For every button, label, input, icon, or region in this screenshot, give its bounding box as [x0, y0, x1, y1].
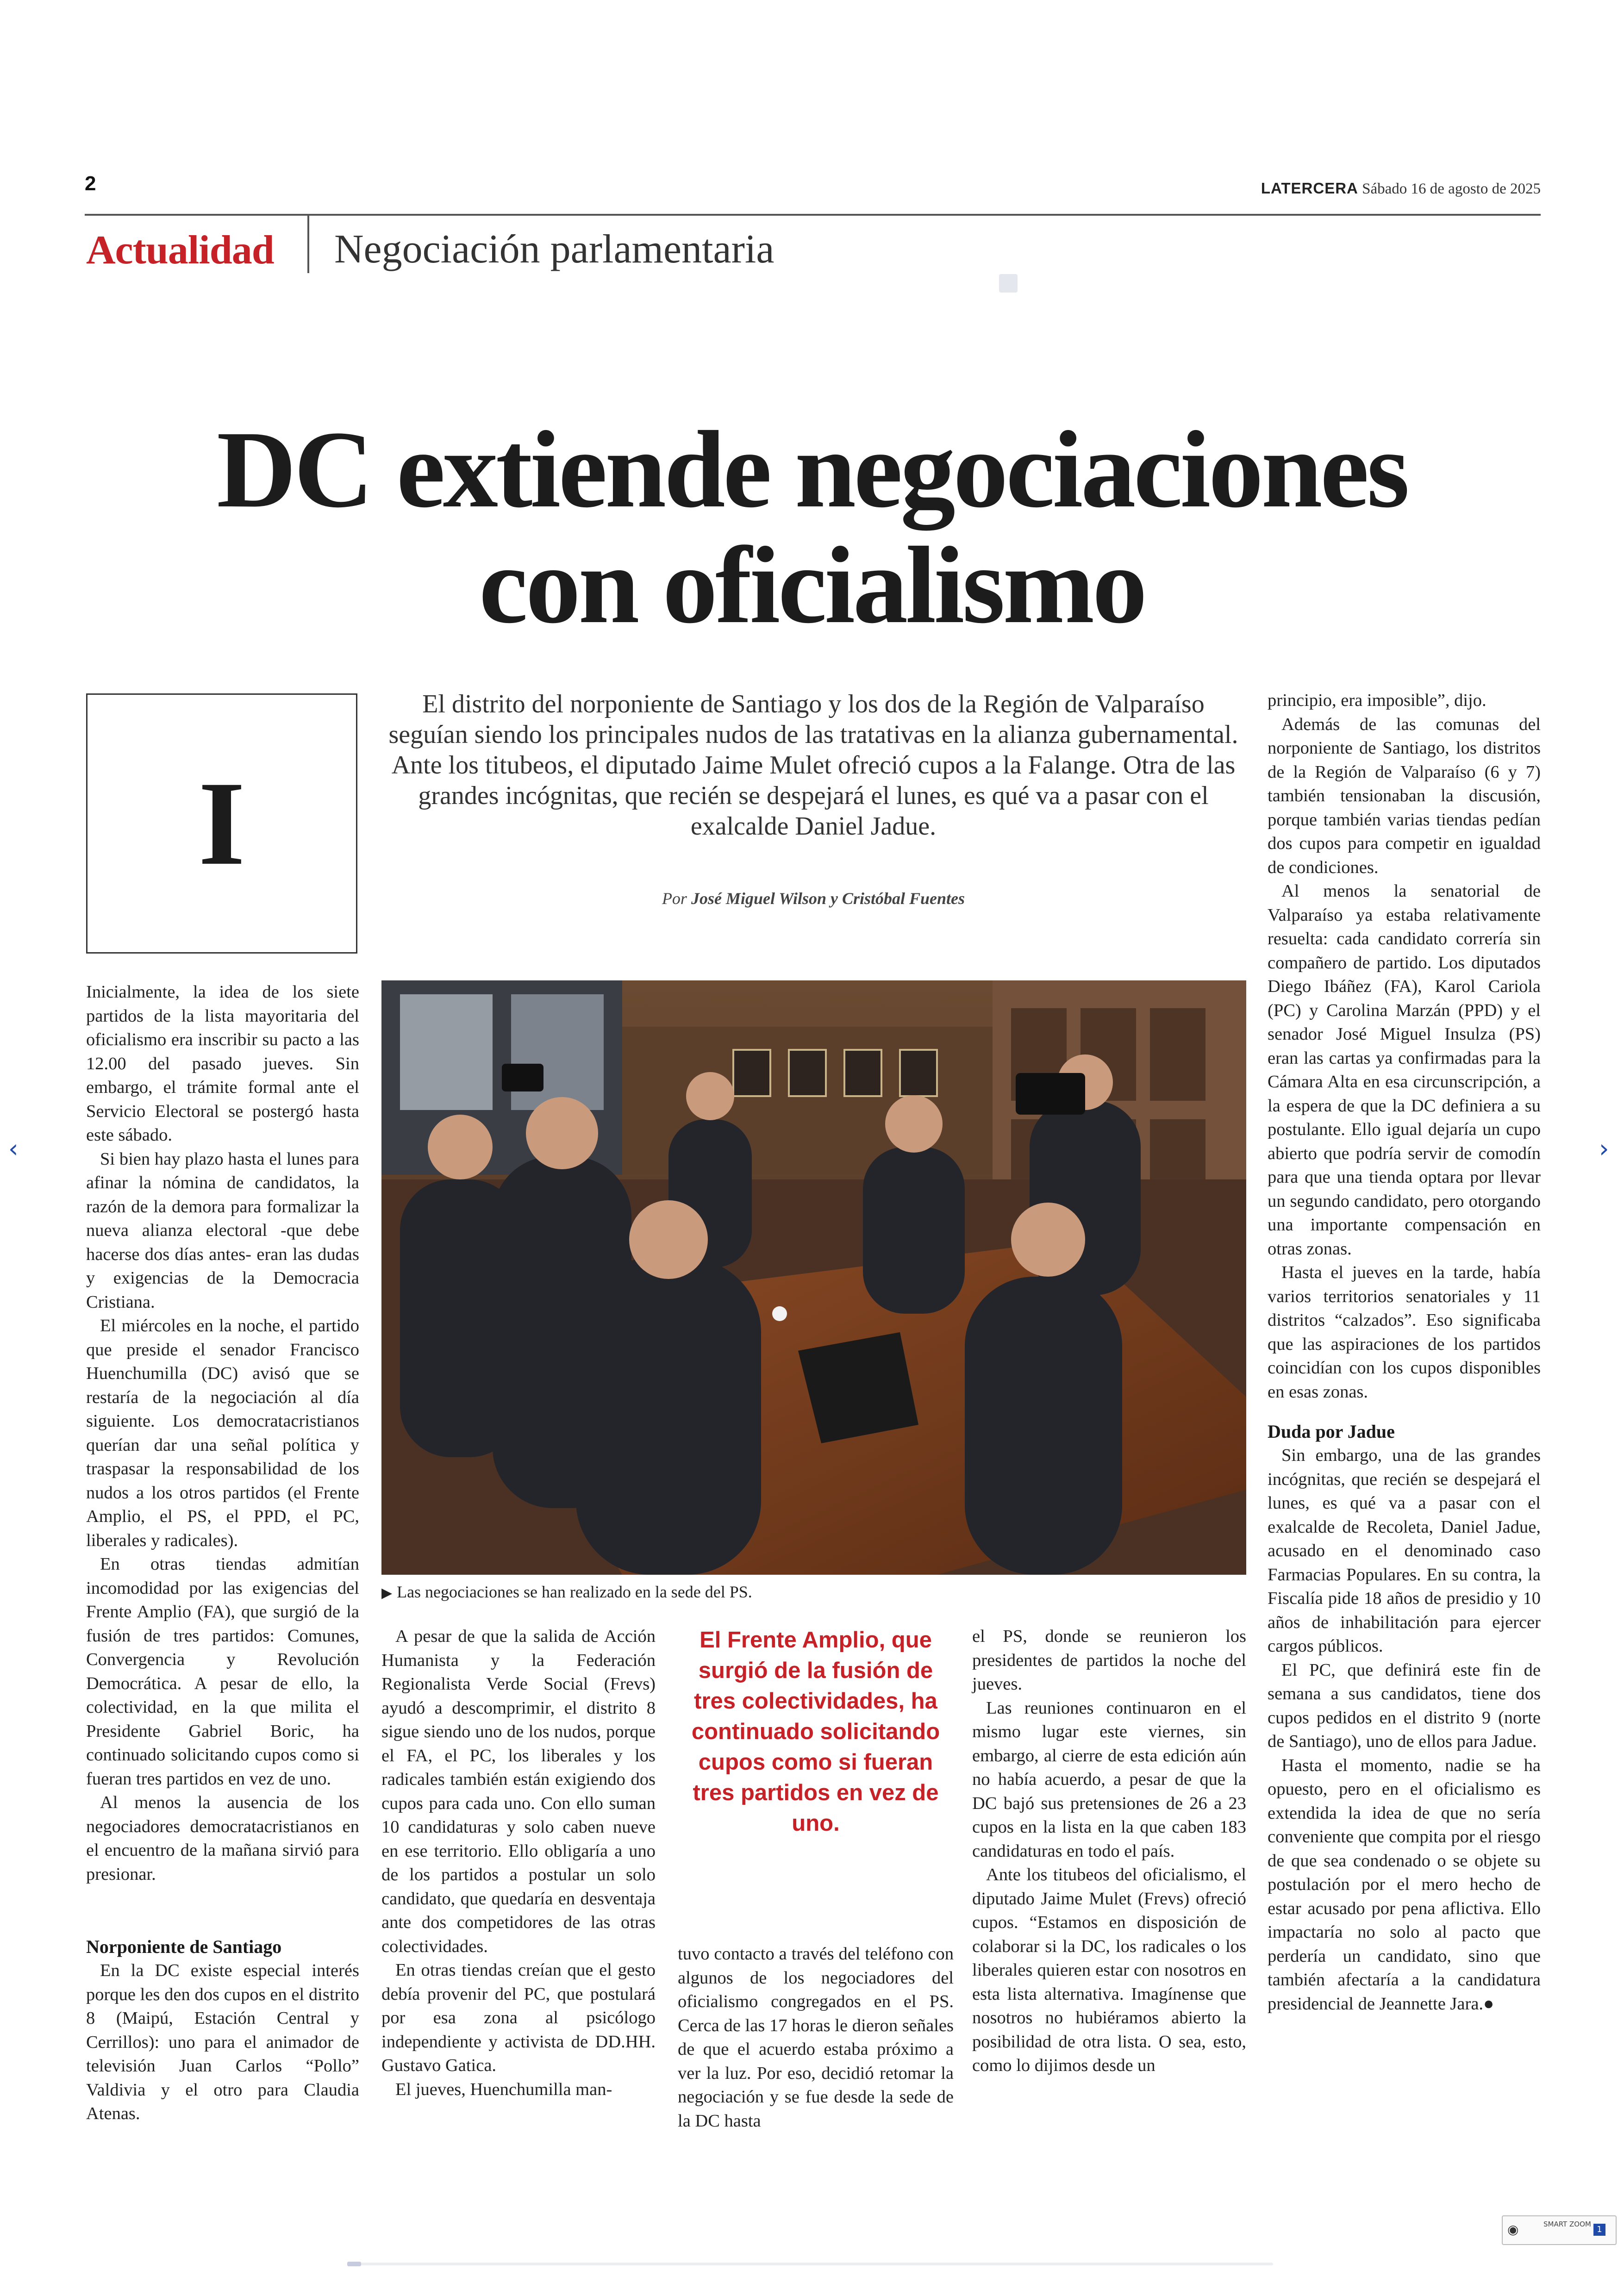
column-4: [972, 1625, 1246, 2078]
photo-caption-text: Las negociaciones se han realizado en la sede del PS.: [397, 1583, 752, 1601]
paragraph: Al menos la ausencia de los negociadores democratacristianos en el encuentro de la mañana sirvió para presionar.: [86, 1793, 359, 1884]
paragraph: En otras tiendas creían que el gesto debía provenir del PC, que postulará por esa zona al psicólogo independiente y activista de DD.HH. Gustavo Gatica.: [381, 1960, 656, 2075]
header-rule: [85, 214, 1541, 216]
column-1: [86, 980, 359, 1886]
smart-zoom-page-badge: 1: [1593, 2224, 1605, 2236]
column-3: [678, 1942, 954, 2133]
eye-icon: ◉: [1507, 2222, 1519, 2237]
paragraph: En la DC existe especial interés porque les den dos cupos en el distrito 8 (Maipú, Estación Central y Cerrillos): uno para el animador de televisión Juan Carlos “Pollo” Valdivia y el otro para Claudia Atenas.: [86, 1961, 359, 2123]
prev-page-arrow[interactable]: ‹: [8, 1134, 19, 1163]
paragraph: el PS, donde se reunieron los presidentes de partidos la noche del jueves.: [972, 1627, 1246, 1694]
smart-zoom-label: SMART ZOOM: [1543, 2220, 1591, 2228]
byline-prefix: Por: [662, 889, 687, 908]
byline-authors: José Miguel Wilson y Cristóbal Fuentes: [691, 889, 965, 908]
meeting-photo: [381, 980, 1246, 1575]
paragraph: Ante los titubeos del oficialismo, el diputado Jaime Mulet (Frevs) ofreció cupos. “Estamos en disposición de colaborar si la DC, los radicales o los liberales quieren estar con nosotros en esta lista alternativa. Imagínense que nosotros no hubiéramos abierto la posibilidad de otra lista. O sea, esto, como lo dijimos desde un: [972, 1865, 1246, 2075]
column-1-continued: [86, 1935, 359, 2126]
masthead-date: [1261, 180, 1541, 198]
subheading-jadue: Duda por Jadue: [1268, 1421, 1395, 1442]
drop-initial-box: [86, 693, 357, 954]
next-page-arrow[interactable]: ›: [1599, 1134, 1609, 1163]
paragraph: A pesar de que la salida de Acción Humanista y la Federación Regionalista Verde Social (Frevs) ayudó a descomprimir, el distrito 8 sigue siendo uno de los nudos, porque el FA, el PC, los liberales y los radicales también están exigiendo dos cupos para cada uno. Con ello suman 10 candidaturas y solo caben nueve en ese territorio. Ello obligaría a uno de los partidos a postular un solo candidato, que quedaría en desventaja ante dos competidores de las otras colectividades.: [381, 1627, 656, 1956]
byline: [381, 889, 1246, 908]
brand-name: LATERCERA: [1261, 180, 1358, 197]
page-marker-icon: [999, 274, 1018, 293]
column-5: [1268, 689, 1541, 2016]
paragraph: Las reuniones continuaron en el mismo lugar este viernes, sin embargo, al cierre de esta edición aún no había acuerdo, a pesar de que la DC bajó sus pretensiones de 26 a 23 cupos en la lista en la que caben 183 candidaturas en todo el país.: [972, 1698, 1246, 1861]
paragraph: [1268, 1754, 1541, 2016]
scrollbar-thumb[interactable]: [347, 2262, 361, 2266]
section-label: Actualidad: [86, 228, 274, 273]
paragraph: El miércoles en la noche, el partido que preside el senador Francisco Huenchumilla (DC) avisó que se restaría de la negociación al día siguiente. Los democratacristianos querían dar una señal política y traspasar la responsabilidad de los nudos a los otros partidos (el Frente Amplio, el PS, el PPD, el PC, liberales y radicales).: [86, 1316, 359, 1550]
subheading-norponiente: Norponiente de Santiago: [86, 1936, 282, 1957]
paragraph: El jueves, Huenchumilla man-: [395, 2079, 612, 2099]
photo-caption: [381, 1582, 1246, 1602]
pull-quote: El Frente Amplio, que surgió de la fusión de tres colectividades, ha continuado solicitando cupos como si fueran tres partidos en vez de uno.: [691, 1628, 940, 1836]
paragraph: Inicialmente, la idea de los siete partidos de la lista mayoritaria del oficialismo era inscribir su pacto a las 12.00 del pasado jueves. Sin embargo, el trámite formal ante el Servicio Electoral se postergó hasta este sábado.: [86, 982, 359, 1145]
headline: [0, 409, 1624, 646]
paragraph: principio, era imposible”, dijo.: [1268, 691, 1487, 710]
smart-zoom-button[interactable]: [1502, 2215, 1617, 2245]
paragraph: Hasta el jueves en la tarde, había varios territorios senatoriales y 11 distritos “calzados”. Eso significaba que las aspiraciones de los partidos coincidían con los cupos disponibles en esas zonas.: [1268, 1263, 1541, 1402]
subsection-label: Negociación parlamentaria: [334, 227, 775, 272]
headline-line-1: DC extiende negociaciones: [217, 409, 1407, 530]
headline-line-2: con oficialismo: [479, 524, 1145, 646]
article-lead: El distrito del norponiente de Santiago y los dos de la Región de Valparaíso seguían siendo los principales nudos de las tratativas en la alianza gubernamental. Ante los titubeos, el diputado Jaime Mulet ofreció cupos a la Falange. Otra de las grandes incógnitas, que recién se despejará el lunes, es qué va a pasar con el exalcalde Daniel Jadue.: [388, 690, 1238, 841]
horizontal-scrollbar[interactable]: [347, 2263, 1273, 2265]
issue-date: Sábado 16 de agosto de 2025: [1362, 181, 1541, 197]
page-number: 2: [85, 172, 96, 195]
column-2: [381, 1625, 656, 2102]
paragraph: Además de las comunas del norponiente de Santiago, los distritos de la Región de Valparaíso (6 y 7) también tensionaban la discusión, porque también varias tiendas pedían dos cupos para competir en igualdad de condiciones.: [1268, 714, 1541, 877]
paragraph-text: Hasta el momento, nadie se ha opuesto, pero en el oficialismo es extendida la idea de que no sería conveniente que compita por el riesgo de que sea condenado o se objete su postulación por el mero hecho de estar acusado por pena aflictiva. Ello impactaría no solo al pacto que perdería un candidato, sino que también afectaría a la candidatura presidencial de Jeannette Jara.: [1268, 1755, 1541, 2014]
paragraph: Si bien hay plazo hasta el lunes para afinar la nómina de candidatos, la razón de la demora para formalizar la nueva alianza electoral -que debe hacerse dos días antes- eran las dudas y exigencias de la Democracia Cristiana.: [86, 1149, 359, 1312]
drop-initial: I: [198, 756, 245, 890]
paragraph: Al menos la senatorial de Valparaíso ya estaba relativamente resuelta: cada candidato correría sin compañero de partido. Los diputados Diego Ibáñez (FA), Karol Cariola (PC) y Carolina Marzán (PPD) y el senador José Miguel Insulza (PS) eran las cartas ya confirmadas para la Cámara Alta en esa circunscripción, a la espera de que la DC definiera a su postulante. Ello igual dejaría un cupo abierto que podría servir de comodín para que una tienda optara por llevar un segundo candidato, pero otorgando una importante compensación en otras zonas.: [1268, 881, 1541, 1259]
section-divider: [307, 214, 309, 273]
caption-arrow-icon: ▶: [381, 1585, 393, 1601]
paragraph: tuvo contacto a través del teléfono con algunos de los negociadores del oficialismo congregados en el PS. Cerca de las 17 horas le dieron señales de que el acuerdo estaba próximo a ver la luz. Por eso, decidió retomar la negociación y se fue desde la sede de la DC hasta: [678, 1944, 954, 2131]
paragraph: Sin embargo, una de las grandes incógnitas, que recién se despejará el lunes, es qué va a pasar con el exalcalde de Recoleta, Daniel Jadue, acusado en el denominado caso Farmacias Populares. En su contra, la Fiscalía pide 18 años de presidio y 10 años de inhabilitación para ejercer cargos públicos.: [1268, 1446, 1541, 1656]
paragraph: El PC, que definirá este fin de semana a sus candidatos, tiene dos cupos pedidos en el distrito 9 (norte de Santiago), uno de ellos para Jadue.: [1268, 1660, 1541, 1751]
end-mark-icon: ●: [1483, 1994, 1494, 2014]
paragraph: En otras tiendas admitían incomodidad por las exigencias del Frente Amplio (FA), que surgió de la fusión de tres partidos: Comunes, Convergencia y Revolución Democrática. A pesar de ello, la colectividad, en la que milita el Presidente Gabriel Boric, ha continuado solicitando cupos como si fueran tres partidos en vez de uno.: [86, 1554, 359, 1789]
